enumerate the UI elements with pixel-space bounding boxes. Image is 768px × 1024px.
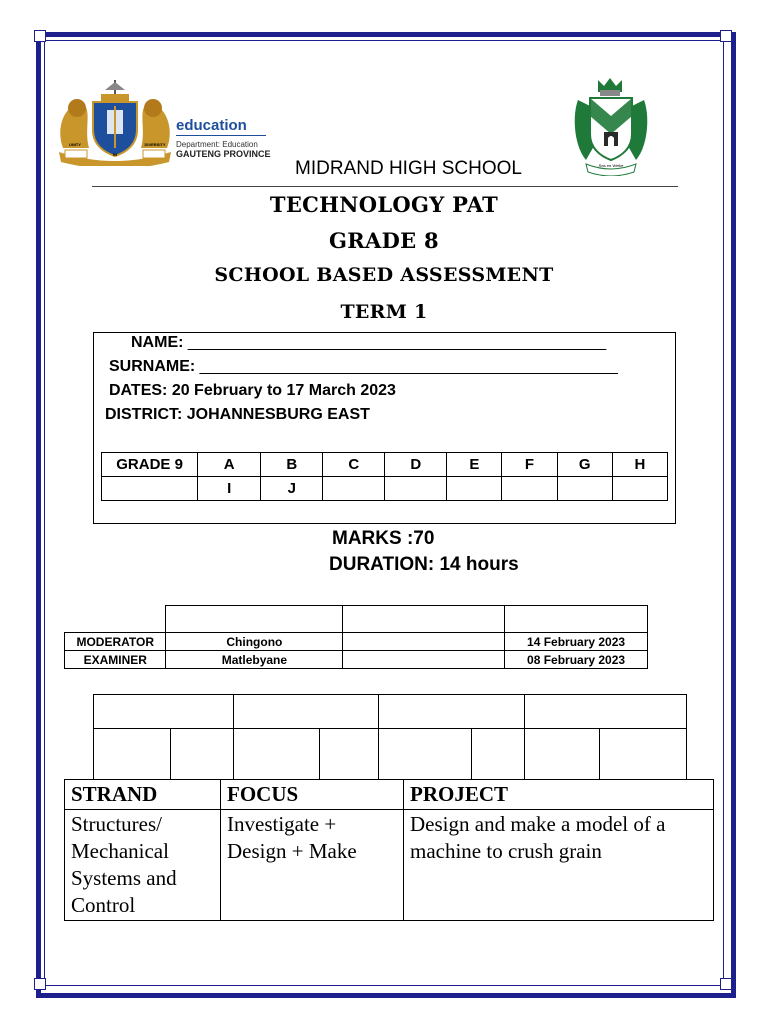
class-cell <box>502 477 557 501</box>
class-cell: E <box>447 453 502 477</box>
blank-cell <box>170 729 233 780</box>
class-cell: J <box>261 477 323 501</box>
border-corner <box>34 978 46 990</box>
class-cell <box>447 477 502 501</box>
project-header: PROJECT <box>404 780 714 810</box>
subject-title: TECHNOLOGY PAT <box>269 192 499 217</box>
gauteng-education-logo <box>55 78 175 166</box>
motto-left: UNITY <box>69 142 81 147</box>
staff-header-cell <box>343 606 505 633</box>
class-cell <box>102 477 198 501</box>
staff-header-cell <box>166 606 343 633</box>
class-cell: A <box>198 453 261 477</box>
blank-cell <box>600 729 687 780</box>
class-cell: H <box>612 453 667 477</box>
education-department: Department: Education <box>176 140 258 149</box>
blank-cell <box>94 729 171 780</box>
term-title: TERM 1 <box>340 301 428 323</box>
staff-header-empty <box>65 606 166 633</box>
header-divider <box>92 186 678 187</box>
class-cell: I <box>198 477 261 501</box>
staff-blank <box>343 651 505 669</box>
table-row <box>65 780 714 810</box>
class-table-row <box>102 453 668 477</box>
dates-text: DATES: 20 February to 17 March 2023 <box>109 382 396 399</box>
district-text: DISTRICT: JOHANNESBURG EAST <box>105 406 370 423</box>
blank-cell <box>233 695 379 729</box>
blank-cell <box>94 695 234 729</box>
class-cell <box>323 477 385 501</box>
marks-text: MARKS :70 <box>332 528 435 549</box>
assessment-title: SCHOOL BASED ASSESSMENT <box>214 264 554 286</box>
staff-date: 14 February 2023 <box>505 633 648 651</box>
staff-table-header-row <box>65 606 648 633</box>
blank-cell <box>524 729 600 780</box>
class-table-row <box>102 477 668 501</box>
table-row <box>94 695 687 729</box>
school-crest-icon <box>570 76 652 176</box>
focus-value: Investigate + Design + Make <box>221 810 404 921</box>
name-line: _______________________________________________ <box>187 334 607 351</box>
staff-blank <box>343 633 505 651</box>
surname-label: SURNAME: <box>109 358 200 375</box>
project-value: Design and make a model of a machine to crush grain <box>404 810 714 921</box>
border-corner <box>720 978 732 990</box>
school-crest <box>570 76 652 176</box>
class-cell <box>557 477 612 501</box>
blank-cell <box>379 729 472 780</box>
border-corner <box>34 30 46 42</box>
surname-line: _______________________________________________ <box>199 358 618 375</box>
blank-cell <box>233 729 320 780</box>
crest-motto: Ras en Welke <box>598 163 624 168</box>
name-field[interactable] <box>131 334 606 352</box>
staff-role: MODERATOR <box>65 633 166 651</box>
blank-grid-table <box>93 694 687 780</box>
class-cell: G <box>557 453 612 477</box>
class-cell: F <box>502 453 557 477</box>
table-row <box>65 633 648 651</box>
table-row <box>94 729 687 780</box>
class-cell: D <box>385 453 447 477</box>
education-wordmark: education <box>176 117 247 134</box>
staff-date: 08 February 2023 <box>505 651 648 669</box>
blank-cell <box>320 729 379 780</box>
project-table <box>64 779 714 921</box>
class-table <box>101 452 668 501</box>
surname-field[interactable] <box>109 358 618 376</box>
blank-cell <box>379 695 524 729</box>
duration-text: DURATION: 14 hours <box>329 554 519 575</box>
staff-role: EXAMINER <box>65 651 166 669</box>
staff-table <box>64 605 648 669</box>
education-province: GAUTENG PROVINCE <box>176 149 271 159</box>
blank-cell <box>471 729 524 780</box>
motto-mid: IN <box>113 152 117 157</box>
focus-header: FOCUS <box>221 780 404 810</box>
blank-cell <box>524 695 687 729</box>
border-corner <box>720 30 732 42</box>
table-row <box>65 810 714 921</box>
staff-header-cell <box>505 606 648 633</box>
school-name: MIDRAND HIGH SCHOOL <box>295 158 522 179</box>
class-cell: C <box>323 453 385 477</box>
motto-right: DIVERSITY <box>144 142 166 147</box>
staff-name: Chingono <box>166 633 343 651</box>
staff-name: Matlebyane <box>166 651 343 669</box>
class-cell <box>385 477 447 501</box>
wordmark-rule <box>176 135 266 136</box>
class-cell: B <box>261 453 323 477</box>
strand-value: Structures/ Mechanical Systems and Control <box>65 810 221 921</box>
table-row <box>65 651 648 669</box>
grade-title: GRADE 8 <box>329 228 439 253</box>
class-cell <box>612 477 667 501</box>
strand-header: STRAND <box>65 780 221 810</box>
class-cell: GRADE 9 <box>102 453 198 477</box>
name-label: NAME: <box>131 334 188 351</box>
